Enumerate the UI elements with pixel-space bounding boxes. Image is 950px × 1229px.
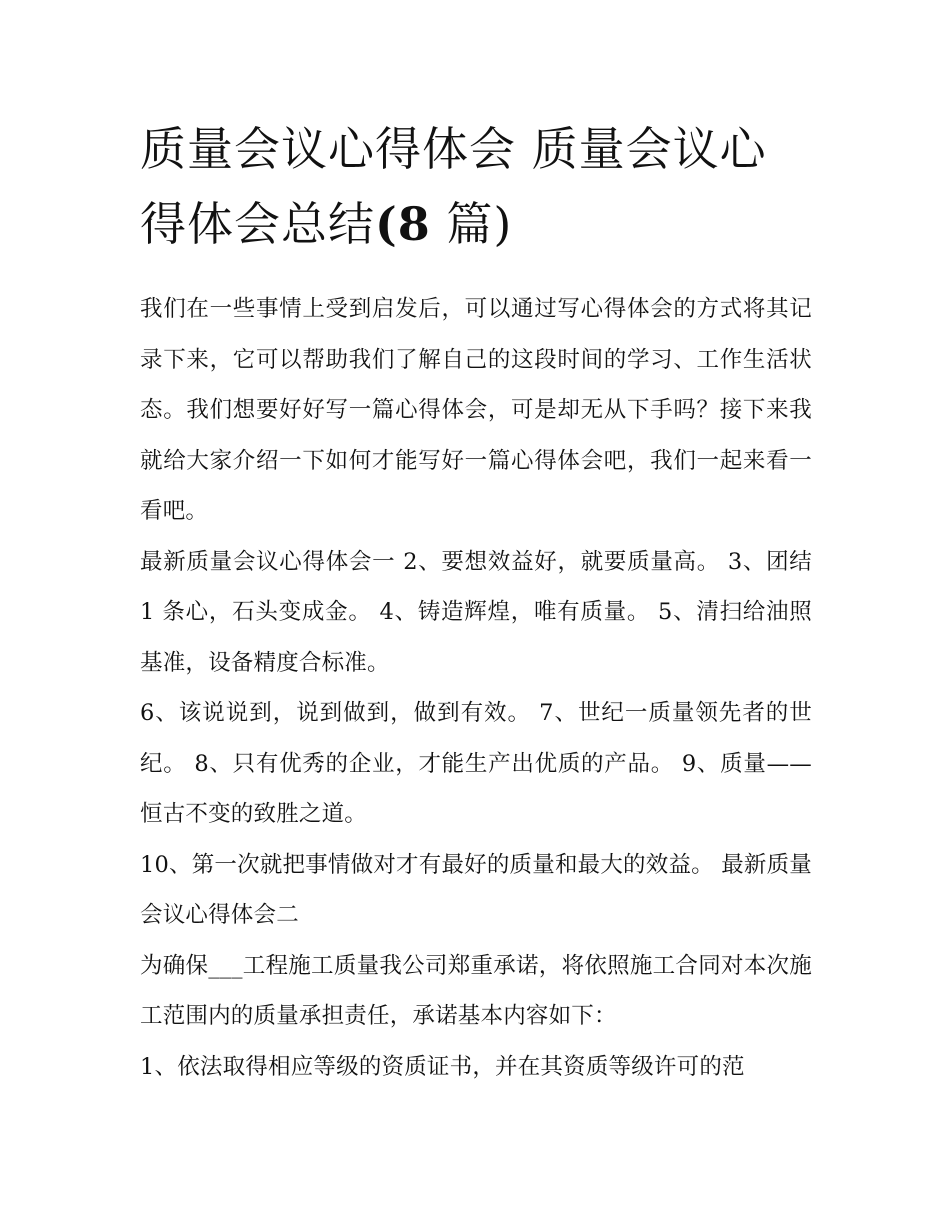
intro-paragraph: 我们在一些事情上受到启发后，可以通过写心得体会的方式将其记录下来，它可以帮助我们了解自己的这段时间的学习、工作生活状态。我们想要好好写一篇心得体会，可是却无从下手吗？接下来我就给大家介绍一下如何才能写好一篇心得体会吧，我们一起来看一看吧。 — [140, 296, 812, 524]
title-count: (8 — [375, 197, 431, 251]
body-paragraph: 6、该说说到，说到做到，做到有效。 7、世纪一质量领先者的世纪。 8、只有优秀的企业，才能生产出优质的产品。 9、质量——恒古不变的致胜之道。 — [140, 700, 812, 827]
title-text: 质量会议心得体会 质量会议心得体会总结 — [140, 122, 767, 251]
body-paragraph: 为确保___工程施工质量我公司郑重承诺，将依照施工合同对本次施工范围内的质量承担责任，承诺基本内容如下： — [140, 952, 812, 1029]
document-title — [140, 112, 812, 262]
body-paragraph: 最新质量会议心得体会一 2、要想效益好，就要质量高。 3、团结 1 条心，石头变成金。 4、铸造辉煌，唯有质量。 5、清扫给油照基准，设备精度合标准。 — [140, 548, 812, 676]
body-paragraph: 1、依法取得相应等级的资质证书，并在其资质等级许可的范 — [140, 1053, 745, 1080]
body-paragraph: 10、第一次就把事情做对才有最好的质量和最大的效益。 最新质量会议心得体会二 — [140, 851, 812, 928]
document-content — [140, 112, 812, 1092]
title-suffix: 篇) — [430, 197, 513, 251]
